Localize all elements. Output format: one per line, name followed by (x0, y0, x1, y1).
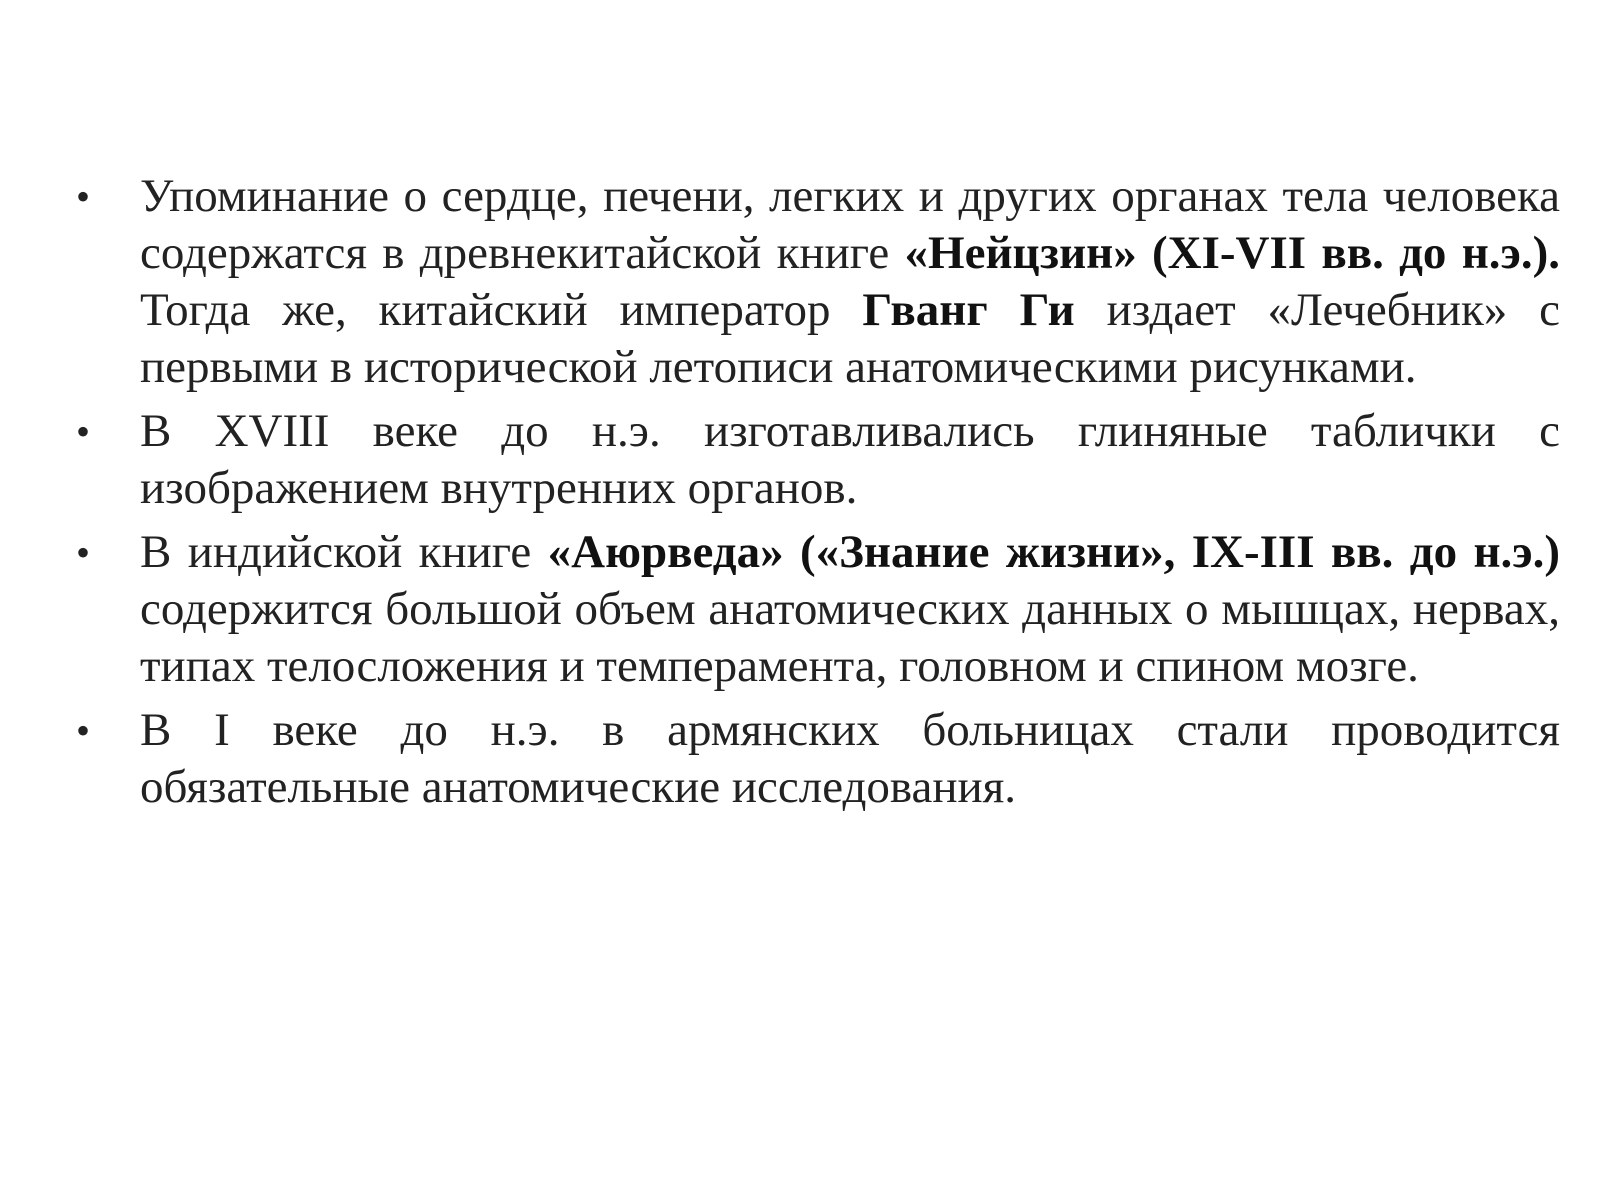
bullet-icon: • (76, 708, 91, 753)
list-item (76, 702, 1560, 816)
text-segment: издает «Лечебник» с первыми в исторической летописи анатомическими рисунками. (140, 284, 1560, 393)
text-segment: В I веке до н.э. в армянских больницах стали проводится обязательные анатомические исследования. (140, 704, 1560, 813)
bold-segment: «Нейцзин» (XI-VII вв. до н.э.). (904, 227, 1560, 279)
text-segment: В XVIII веке до н.э. изготавливались глиняные таблички с изображением внутренних органов. (140, 405, 1560, 514)
bold-segment: Гванг Ги (862, 284, 1075, 336)
bullet-icon: • (76, 530, 91, 575)
bullet-text (140, 405, 1560, 514)
bullet-icon: • (76, 174, 91, 219)
text-segment: содержится большой объем анатомических данных о мышцах, нервах, типах телосложения и темперамента, головном и спином мозге. (140, 583, 1560, 692)
list-item (76, 168, 1560, 396)
bullet-list (76, 168, 1560, 823)
bold-segment: «Аюрведа» («Знание жизни», IX-III вв. до н.э.) (547, 526, 1561, 578)
bullet-text (140, 170, 1560, 393)
text-segment: В индийской книге (140, 526, 548, 578)
list-item (76, 524, 1560, 695)
list-item (76, 403, 1560, 517)
bullet-text (140, 704, 1560, 813)
text-segment: Тогда же, китайский император (140, 284, 863, 336)
bullet-icon: • (76, 409, 91, 454)
bullet-text (140, 526, 1560, 692)
text-segment: Упоминание о сердце, печени, легких и других органах тела человека содержатся в древнекитайской книге (140, 170, 1560, 279)
